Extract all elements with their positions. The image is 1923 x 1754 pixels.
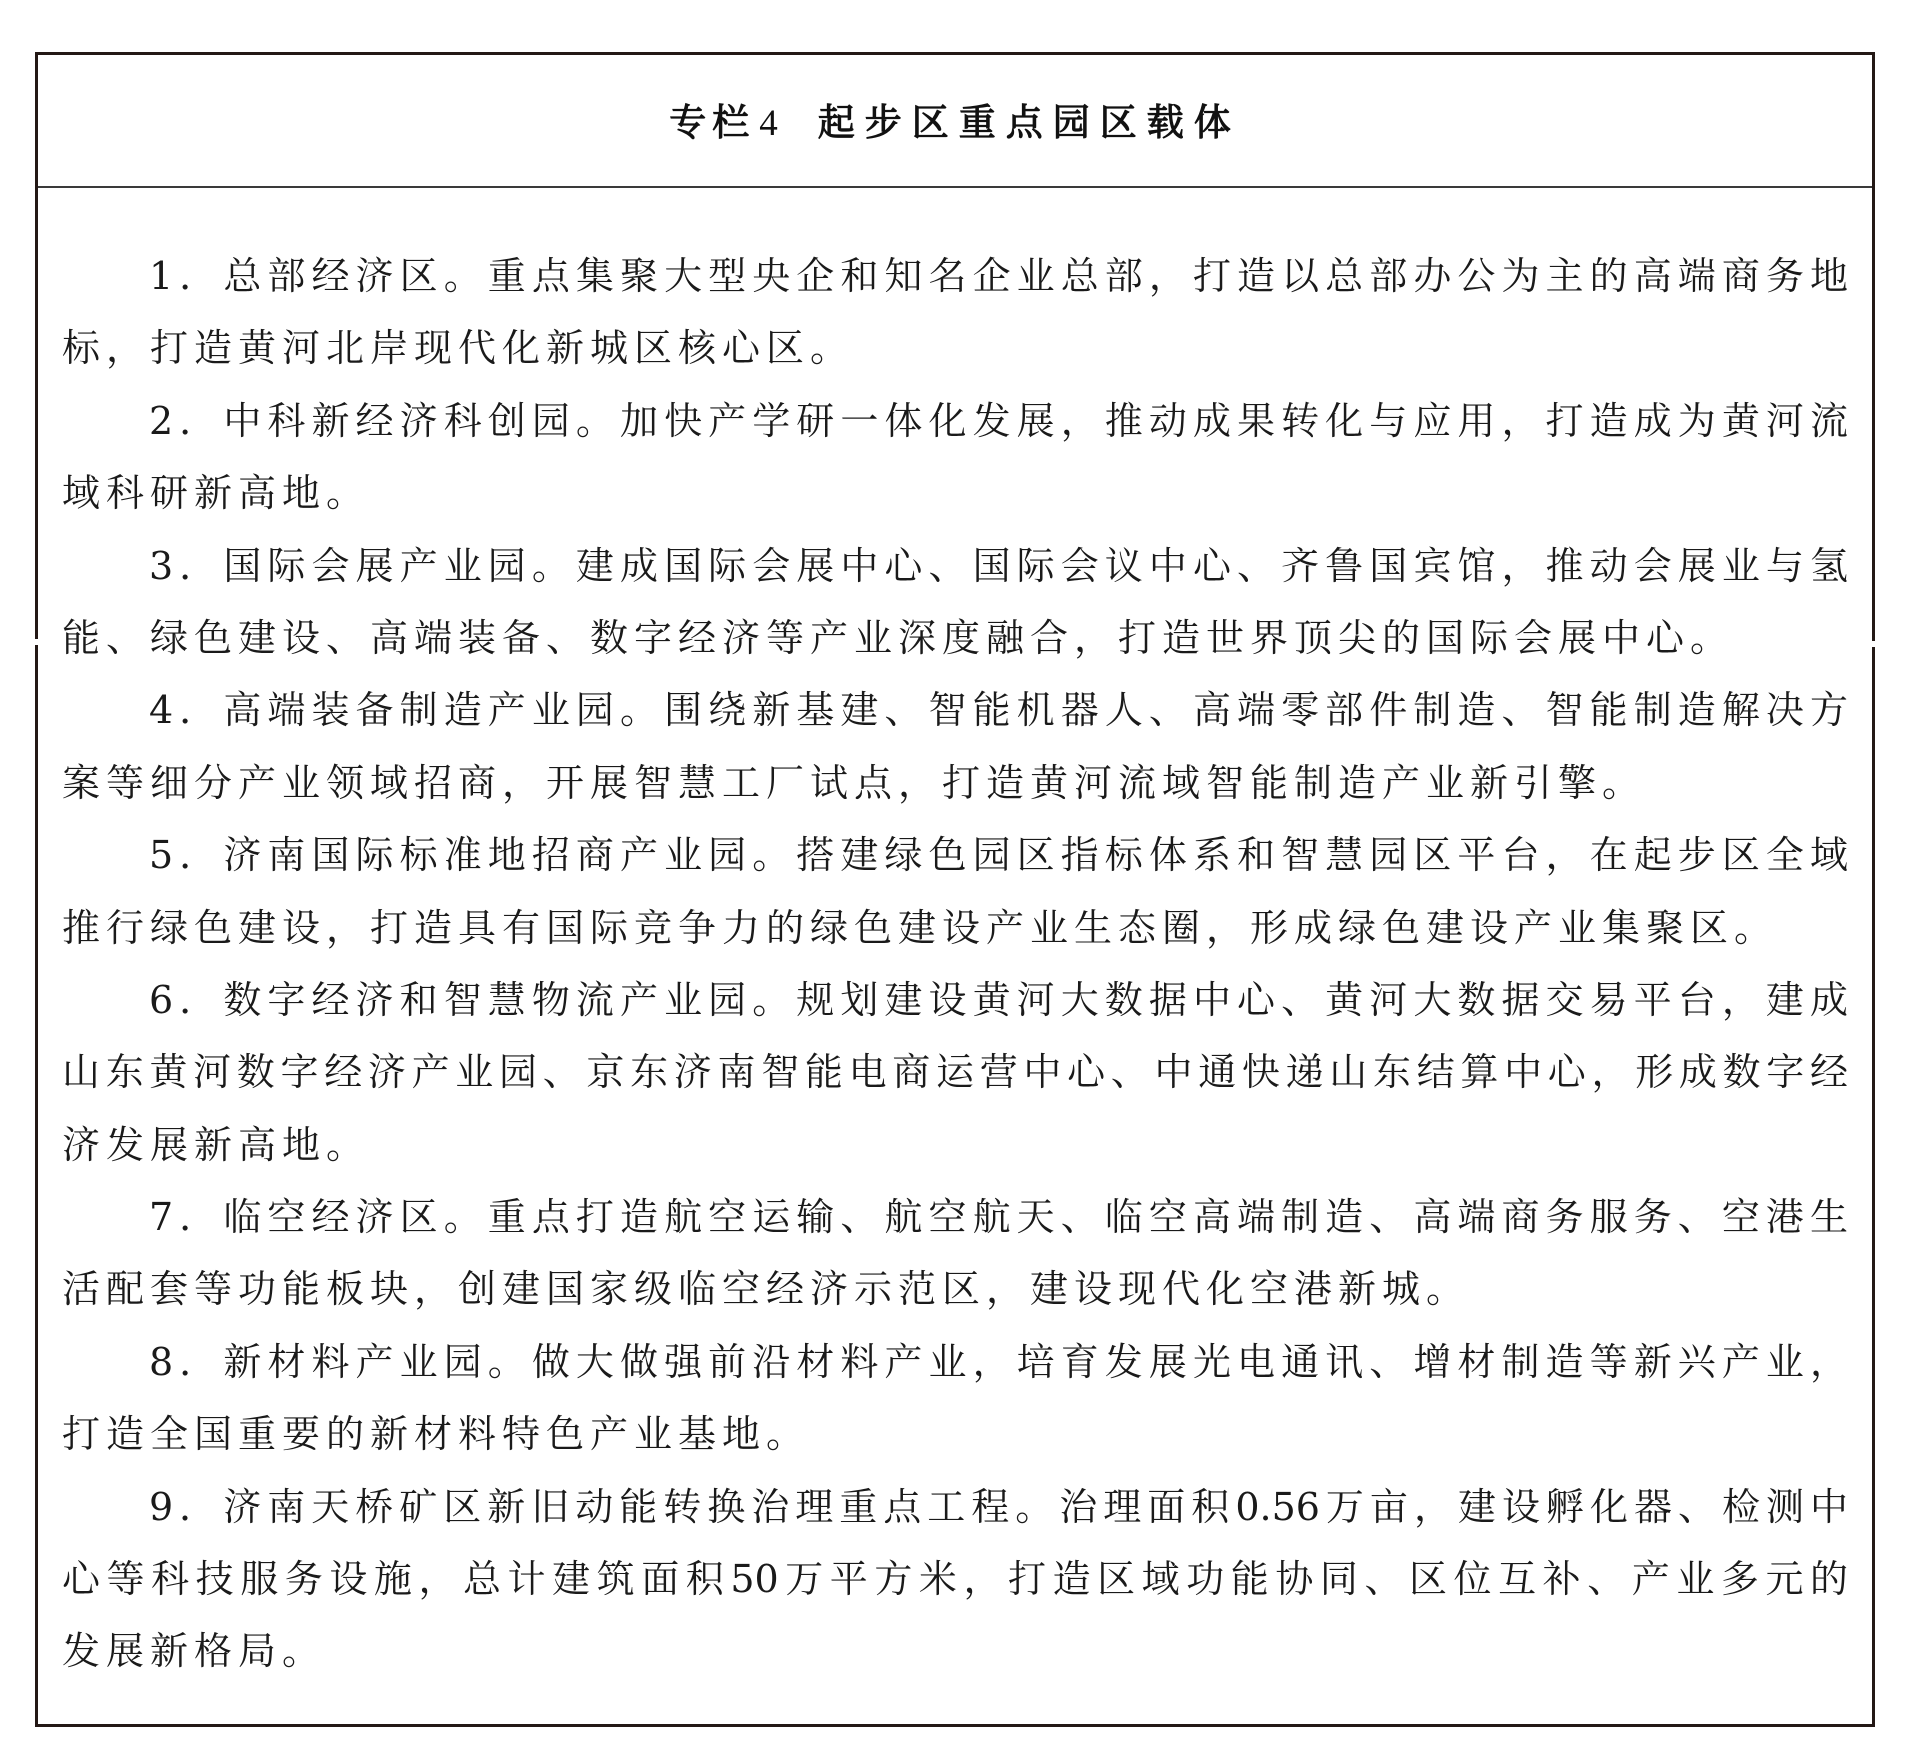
- paragraph-line: 济发展新高地。: [62, 1122, 371, 1167]
- paragraph-first-line: 1．总部经济区。重点集聚大型央企和知名企业总部，打造以总部办公为主的高端商务地: [149, 254, 1848, 298]
- paragraph-item: [62, 819, 1848, 964]
- paragraph-line: 能、绿色建设、高端装备、数字经济等产业深度融合，打造世界顶尖的国际会展中心。: [62, 615, 1735, 660]
- paragraph-item: [62, 385, 1848, 530]
- paragraph-first-line: 2．中科新经济科创园。加快产学研一体化发展，推动成果转化与应用，打造成为黄河流: [149, 398, 1848, 443]
- paragraph-first-line: 5．济南国际标准地招商产业园。搭建绿色园区指标体系和智慧园区平台，在起步区全域: [149, 833, 1848, 878]
- column-title-text: 起步区重点园区载体: [817, 100, 1241, 144]
- paragraph-item: [62, 530, 1848, 675]
- column-number: 4: [759, 102, 778, 144]
- paragraph-line: 标，打造黄河北岸现代化新城区核心区。: [62, 326, 855, 371]
- paragraph-item: [62, 1181, 1848, 1326]
- paragraph-line: 案等细分产业领域招商，开展智慧工厂试点，打造黄河流域智能制造产业新引擎。: [62, 760, 1647, 805]
- paragraph-first-line: 9．济南天桥矿区新旧动能转换治理重点工程。治理面积0.56万亩，建设孵化器、检测中: [149, 1484, 1848, 1529]
- column-box: [35, 52, 1875, 1727]
- paragraph-first-line: 6．数字经济和智慧物流产业园。规划建设黄河大数据中心、黄河大数据交易平台，建成: [149, 977, 1848, 1022]
- border-gap: [34, 639, 39, 645]
- column-label: 专栏: [669, 100, 756, 144]
- paragraph-line: 域科研新高地。: [62, 471, 371, 516]
- paragraph-line: 打造全国重要的新材料特色产业基地。: [62, 1412, 811, 1457]
- column-header: [38, 55, 1872, 188]
- paragraph-line: 推行绿色建设，打造具有国际竞争力的绿色建设产业生态圈，形成绿色建设产业集聚区。: [62, 905, 1779, 950]
- column-body: [62, 240, 1848, 1688]
- paragraph-first-line: 8．新材料产业园。做大做强前沿材料产业，培育发展光电通讯、增材制造等新兴产业，: [149, 1339, 1848, 1384]
- paragraph-line: 活配套等功能板块，创建国家级临空经济示范区，建设现代化空港新城。: [62, 1267, 1471, 1312]
- paragraph-item: [62, 1326, 1848, 1471]
- column-title: [669, 100, 1241, 142]
- paragraph-line: 发展新格局。: [62, 1629, 327, 1674]
- paragraph-item: [62, 1471, 1848, 1688]
- paragraph-first-line: 3．国际会展产业园。建成国际会展中心、国际会议中心、齐鲁国宾馆，推动会展业与氢: [149, 543, 1848, 588]
- border-gap: [1871, 641, 1876, 647]
- paragraph-line: 心等科技服务设施，总计建筑面积50万平方米，打造区域功能协同、区位互补、产业多元的: [62, 1557, 1848, 1602]
- paragraph-item: [62, 674, 1848, 819]
- paragraph-line: 山东黄河数字经济产业园、京东济南智能电商运营中心、中通快递山东结算中心，形成数字经: [62, 1050, 1848, 1095]
- paragraph-item: [62, 240, 1848, 385]
- paragraph-item: [62, 964, 1848, 1181]
- paragraph-first-line: 4．高端装备制造产业园。围绕新基建、智能机器人、高端零部件制造、智能制造解决方: [149, 688, 1848, 733]
- paragraph-first-line: 7．临空经济区。重点打造航空运输、航空航天、临空高端制造、高端商务服务、空港生: [149, 1195, 1848, 1240]
